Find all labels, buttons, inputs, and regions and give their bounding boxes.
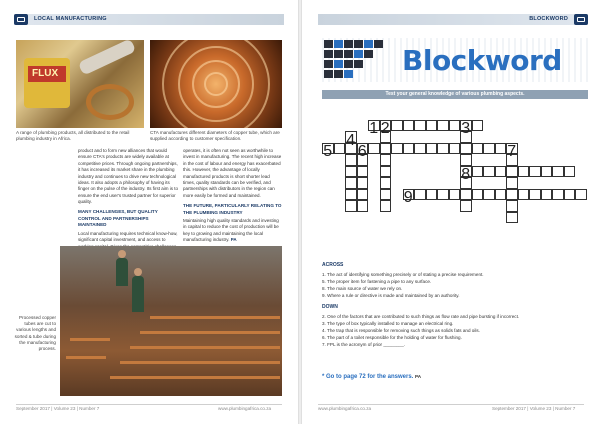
- crossword-cell[interactable]: [449, 120, 461, 132]
- crossword-cell[interactable]: [518, 166, 530, 178]
- crossword-cell[interactable]: [345, 154, 357, 166]
- footer-divider: [16, 404, 282, 405]
- left-page: [0, 0, 298, 424]
- crossword-cell[interactable]: [437, 143, 449, 155]
- crossword-cell[interactable]: [506, 189, 518, 201]
- down-heading: DOWN: [322, 304, 338, 311]
- page-title: Blockword: [402, 44, 562, 77]
- crossword-cell[interactable]: [506, 177, 518, 189]
- magazine-badge-icon: [574, 14, 588, 25]
- clue-number: 8: [461, 166, 471, 184]
- clue-number: 3: [461, 120, 471, 138]
- section-header-bar: [318, 14, 588, 25]
- clue-down: 3. The type of box typically installed to manage an electrical ring.: [322, 321, 454, 327]
- photo2-caption: CTA manufactures different diameters of copper tube, which are supplied according to customer specification.: [150, 130, 280, 142]
- clue-number: 9: [403, 189, 413, 207]
- crossword-cell[interactable]: [380, 200, 392, 212]
- end-mark: PA: [415, 374, 422, 379]
- crossword-cell[interactable]: [380, 189, 392, 201]
- footer-divider: [318, 404, 584, 405]
- crossword-cell[interactable]: [483, 189, 495, 201]
- crossword-cell[interactable]: [380, 154, 392, 166]
- clue-down: 4. The trap that is responsible for removing such things as solids fats and oils.: [322, 328, 480, 334]
- plumbing-products-photo: [16, 40, 144, 128]
- clue-number: 4: [346, 131, 356, 149]
- factory-floor-photo: [60, 246, 282, 396]
- right-page: [302, 0, 600, 424]
- clue-across: 8. The main source of water we rely on.: [322, 285, 403, 291]
- crossword-cell[interactable]: [414, 143, 426, 155]
- crossword-cell[interactable]: [345, 189, 357, 201]
- crossword-cell[interactable]: [345, 200, 357, 212]
- article-subheading: MANY CHALLENGES, BUT QUALITY CONTROL AND PARTNERSHIPS MAINTAINED: [78, 209, 158, 228]
- photo1-caption: A range of plumbing products, all distributed to the retail plumbing industry in Africa.: [16, 130, 130, 142]
- clue-across: 5. The proper item for fastening a pipe to any surface.: [322, 278, 432, 284]
- across-heading: ACROSS: [322, 262, 344, 268]
- crossword-cell[interactable]: [564, 166, 576, 178]
- puzzle-subtitle: Test your general knowledge of various plumbing aspects.: [322, 90, 588, 99]
- crossword-cell[interactable]: [460, 143, 472, 155]
- crossword-cell[interactable]: [357, 177, 369, 189]
- issue-info: September 2017 | Volume 23 | Number 7: [492, 406, 576, 411]
- website-link[interactable]: www.plumbingafrica.co.za: [218, 406, 272, 411]
- crossword-cell[interactable]: [460, 200, 472, 212]
- crossword-cell[interactable]: [449, 189, 461, 201]
- crossword-cell[interactable]: [506, 212, 518, 224]
- clue-number: 1: [369, 120, 379, 138]
- crossword-cell[interactable]: [552, 189, 564, 201]
- issue-info: September 2017 | Volume 23 | Number 7: [16, 406, 100, 411]
- crossword-cell[interactable]: [518, 189, 530, 201]
- crossword-cell[interactable]: [460, 154, 472, 166]
- crossword-cell[interactable]: [529, 166, 541, 178]
- copper-tube-photo: [150, 40, 282, 128]
- crossword-cell[interactable]: [575, 189, 587, 201]
- clue-number: 2: [380, 120, 390, 138]
- crossword-cell[interactable]: [541, 166, 553, 178]
- crossword-cell[interactable]: [403, 120, 415, 132]
- crossword-cell[interactable]: [380, 166, 392, 178]
- crossword-cell[interactable]: [495, 189, 507, 201]
- article-paragraph: Local manufacturing requires technical know-how, significant capital investment, and access to: [78, 230, 178, 243]
- article-subheading: THE FUTURE, PARTICULARLY RELATING TO THE PLUMBING INDUSTRY: [183, 203, 282, 215]
- crossword-cell[interactable]: [334, 143, 346, 155]
- article-paragraph: Maintaining high quality standards and investing in capital to reduce the cost of production will be key to growing and maintaining the local manufacturing industry.: [183, 218, 279, 243]
- clue-number: 7: [507, 143, 517, 161]
- clue-across: 9. Where a rule or directive is made and maintained by an authority.: [322, 293, 460, 299]
- article-paragraph: product and to form new alliances that would ensure CTA's products are widely available at competitive prices. Through ongoing partnerships, it has increased its market share in the plumbing industry and continues to drive new technological ideas. It also adopts a philosophy of having its finger on the pulse of the industry. Its first aim is to ensure the end user's trusted partner for superior quality.: [78, 148, 178, 204]
- crossword-cell[interactable]: [437, 120, 449, 132]
- clue-down: 6. The part of a toilet responsible for the holding of water for flushing.: [322, 335, 462, 341]
- crossword-cell[interactable]: [495, 166, 507, 178]
- clue-number: 6: [357, 143, 367, 161]
- crossword-cell[interactable]: [472, 189, 484, 201]
- crossword-cell[interactable]: [426, 120, 438, 132]
- crossword-cell[interactable]: [368, 143, 380, 155]
- flux-can-text: FLUX: [32, 68, 59, 79]
- crossword-cell[interactable]: [506, 166, 518, 178]
- crossword-cell[interactable]: [345, 177, 357, 189]
- block-tiles-icon: [322, 38, 392, 82]
- clue-number: 5: [323, 143, 333, 161]
- crossword-cell[interactable]: [357, 189, 369, 201]
- crossword-cell[interactable]: [380, 143, 392, 155]
- crossword-cell[interactable]: [391, 120, 403, 132]
- answers-link[interactable]: * Go to page 72 for the answers.: [322, 374, 414, 380]
- crossword-cell[interactable]: [552, 166, 564, 178]
- article-column-2: [183, 148, 283, 248]
- crossword-cell[interactable]: [391, 143, 403, 155]
- photo3-caption: Processed copper tubes are cut to various lengths and sorted & tube during the manufacturing process.: [14, 315, 56, 351]
- crossword-cell[interactable]: [483, 143, 495, 155]
- crossword-cell[interactable]: [437, 189, 449, 201]
- crossword-cell[interactable]: [506, 200, 518, 212]
- crossword-cell[interactable]: [357, 200, 369, 212]
- crossword-cell[interactable]: [380, 177, 392, 189]
- article-paragraph: operates, it is often not seen as worthwhile to invest in manufacturing. The recent high increase in the cost of labour and energy has exacerbated this. However, the advantage of locally manufactured products is short shorter lead times, quality standards can be verified, and partnerships with distributors in the region can more easily be formed and maintained.: [183, 148, 282, 198]
- section-header-bar: [14, 14, 284, 25]
- crossword-cell[interactable]: [345, 166, 357, 178]
- magazine-badge-icon: [14, 14, 28, 25]
- crossword-cell[interactable]: [449, 143, 461, 155]
- crossword-cell[interactable]: [414, 120, 426, 132]
- crossword-cell[interactable]: [414, 189, 426, 201]
- crossword-cell[interactable]: [495, 143, 507, 155]
- clue-across: 1. The act of identifying something precisely or of stating a precise requirement.: [322, 271, 484, 277]
- crossword-cell[interactable]: [403, 143, 415, 155]
- end-mark: PA: [230, 237, 237, 243]
- section-header-title: LOCAL MANUFACTURING: [34, 16, 107, 22]
- website-link[interactable]: www.plumbingafrica.co.za: [318, 406, 372, 411]
- blockword-title-banner: [322, 38, 588, 82]
- clue-list: [322, 262, 588, 348]
- clue-down: 7. FPL is the acronym of prior ________.: [322, 342, 406, 348]
- crossword-cell[interactable]: [472, 120, 484, 132]
- section-header-title: BLOCKWORD: [529, 16, 568, 22]
- crossword-cell[interactable]: [541, 189, 553, 201]
- crossword-cell[interactable]: [529, 189, 541, 201]
- crossword-cell[interactable]: [472, 166, 484, 178]
- answers-note: [322, 374, 421, 380]
- crossword-cell[interactable]: [460, 189, 472, 201]
- crossword-cell[interactable]: [357, 166, 369, 178]
- crossword-grid: [322, 108, 592, 248]
- crossword-cell[interactable]: [426, 189, 438, 201]
- crossword-cell[interactable]: [426, 143, 438, 155]
- crossword-cell[interactable]: [564, 189, 576, 201]
- crossword-cell[interactable]: [472, 143, 484, 155]
- crossword-cell[interactable]: [483, 166, 495, 178]
- clue-down: 2. One of the factors that are contributed to such things as flow rate and pipe bursting if incorrect.: [322, 313, 520, 319]
